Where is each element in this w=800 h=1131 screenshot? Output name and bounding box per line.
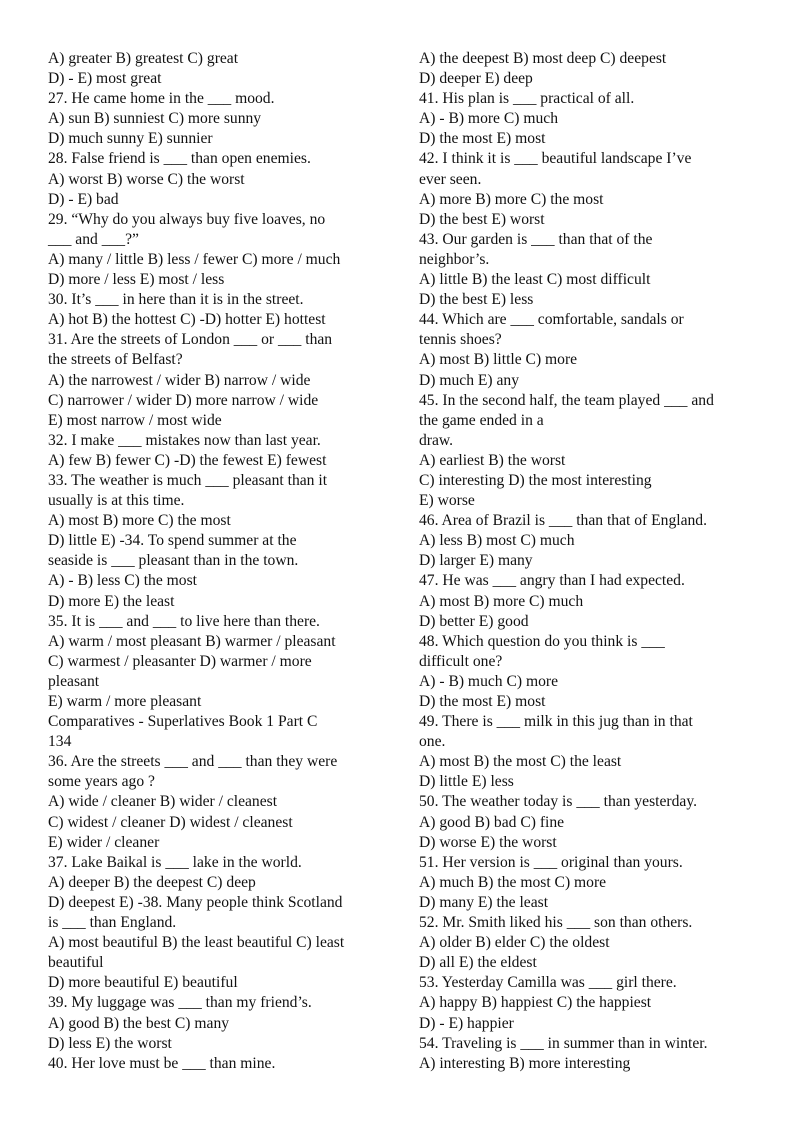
text-line: 36. Are the streets ___ and ___ than they were (48, 753, 338, 771)
text-line: 43. Our garden is ___ than that of the (419, 230, 653, 248)
text-line: A) most B) more C) the most (48, 512, 231, 530)
text-line: some years ago ? (48, 773, 155, 791)
text-line: D) the best E) less (419, 291, 534, 309)
text-line: the streets of Belfast? (48, 351, 183, 369)
text-line: 40. Her love must be ___ than mine. (48, 1054, 276, 1072)
text-line: 37. Lake Baikal is ___ lake in the world. (48, 853, 302, 871)
text-line: 54. Traveling is ___ in summer than in winter. (419, 1034, 708, 1052)
text-line: beautiful (48, 954, 104, 972)
text-line: D) the most E) most (419, 130, 546, 148)
text-line: 30. It’s ___ in here than it is in the street. (48, 291, 304, 309)
text-line: D) worse E) the worst (419, 833, 557, 851)
text-line: A) many / little B) less / fewer C) more / much (48, 250, 341, 268)
text-line: D) little E) less (419, 773, 514, 791)
text-line: A) interesting B) more interesting (419, 1054, 631, 1072)
text-line: D) deeper E) deep (419, 70, 533, 88)
text-line: C) widest / cleaner D) widest / cleanest (48, 813, 293, 831)
text-line: A) little B) the least C) most difficult (419, 271, 651, 289)
text-line: A) more B) more C) the most (419, 190, 604, 208)
text-line: difficult one? (419, 652, 503, 670)
text-line: D) larger E) many (419, 552, 533, 570)
text-line: A) wide / cleaner B) wider / cleanest (48, 793, 278, 811)
text-line: D) little E) -34. To spend summer at the (48, 532, 297, 550)
text-line: A) worst B) worse C) the worst (48, 170, 245, 188)
text-line: 45. In the second half, the team played ___ and (419, 391, 714, 409)
text-line: D) more E) the least (48, 592, 175, 610)
text-line: A) the deepest B) most deep C) deepest (419, 50, 667, 67)
text-line: 32. I make ___ mistakes now than last year. (48, 431, 321, 449)
text-line: A) older B) elder C) the oldest (419, 934, 610, 952)
text-line: A) - B) less C) the most (48, 572, 197, 590)
text-line: tennis shoes? (419, 331, 502, 349)
text-line: D) less E) the worst (48, 1034, 172, 1052)
text-line: 28. False friend is ___ than open enemies. (48, 150, 311, 168)
text-line: 46. Area of Brazil is ___ than that of England. (419, 512, 707, 530)
text-line: A) much B) the most C) more (419, 873, 607, 891)
text-line: 47. He was ___ angry than I had expected. (419, 572, 685, 590)
text-line: A) sun B) sunniest C) more sunny (48, 110, 262, 128)
text-line: is ___ than England. (48, 914, 177, 932)
text-line: A) good B) bad C) fine (419, 813, 565, 831)
text-line: 29. “Why do you always buy five loaves, no (48, 210, 326, 228)
text-line: pleasant (48, 672, 100, 690)
text-line: neighbor’s. (419, 250, 490, 268)
text-line: ___ and ___?” (48, 230, 139, 248)
text-line: E) wider / cleaner (48, 833, 160, 851)
text-line: 33. The weather is much ___ pleasant than it (48, 471, 328, 489)
text-line: D) - E) most great (48, 70, 162, 88)
text-line: 42. I think it is ___ beautiful landscape I’ve (419, 150, 692, 168)
text-line: A) hot B) the hottest C) -D) hotter E) hottest (48, 311, 326, 329)
text-line: D) the most E) most (419, 693, 546, 710)
text-line: 48. Which question do you think is ___ (419, 632, 665, 650)
text-line: D) the best E) worst (419, 210, 545, 228)
text-line: A) the narrowest / wider B) narrow / wide (48, 371, 311, 389)
text-line: A) warm / most pleasant B) warmer / pleasant (48, 632, 336, 650)
text-line: E) most narrow / most wide (48, 411, 222, 429)
text-line: 44. Which are ___ comfortable, sandals or (419, 311, 684, 329)
text-line: A) earliest B) the worst (419, 451, 566, 469)
text-line: 31. Are the streets of London ___ or ___ than (48, 331, 333, 349)
text-line: A) less B) most C) much (419, 532, 575, 550)
text-line: A) - B) much C) more (419, 672, 559, 690)
text-line: one. (419, 733, 446, 751)
text-line: D) much sunny E) sunnier (48, 130, 213, 148)
text-line: A) few B) fewer C) -D) the fewest E) fewest (48, 451, 327, 469)
text-line: D) much E) any (419, 371, 520, 389)
text-line: D) many E) the least (419, 893, 549, 911)
text-line: A) deeper B) the deepest C) deep (48, 873, 256, 891)
text-line: 50. The weather today is ___ than yesterday. (419, 793, 698, 811)
text-line: A) most B) the most C) the least (419, 753, 622, 771)
text-line: the game ended in a (419, 411, 544, 429)
text-line: draw. (419, 431, 454, 449)
text-line: D) better E) good (419, 612, 529, 630)
text-line: C) narrower / wider D) more narrow / wide (48, 391, 319, 409)
right-column (419, 49, 764, 1074)
left-column (48, 49, 398, 1074)
text-line: A) most beautiful B) the least beautiful C) least (48, 934, 345, 952)
text-line: 39. My luggage was ___ than my friend’s. (48, 994, 312, 1012)
text-line: ever seen. (419, 170, 482, 188)
text-line: A) good B) the best C) many (48, 1014, 230, 1032)
text-line: E) warm / more pleasant (48, 693, 202, 710)
text-line: seaside is ___ pleasant than in the town. (48, 552, 299, 570)
text-line: C) interesting D) the most interesting (419, 471, 652, 489)
text-line: E) worse (419, 492, 475, 510)
text-line: A) happy B) happiest C) the happiest (419, 994, 652, 1012)
text-line: D) more beautiful E) beautiful (48, 974, 238, 992)
text-line: 53. Yesterday Camilla was ___ girl there. (419, 974, 677, 992)
text-line: A) - B) more C) much (419, 110, 559, 128)
text-line: C) warmest / pleasanter D) warmer / more (48, 652, 312, 670)
text-line: 27. He came home in the ___ mood. (48, 90, 275, 108)
text-line: 51. Her version is ___ original than yours. (419, 853, 683, 871)
text-line: Comparatives - Superlatives Book 1 Part C (48, 713, 318, 731)
text-line: 35. It is ___ and ___ to live here than there. (48, 612, 320, 630)
text-line: A) greater B) greatest C) great (48, 50, 239, 67)
text-line: usually is at this time. (48, 492, 185, 510)
text-line: D) - E) happier (419, 1014, 514, 1032)
text-line: D) more / less E) most / less (48, 271, 225, 289)
text-line: 49. There is ___ milk in this jug than in that (419, 713, 693, 731)
text-line: 52. Mr. Smith liked his ___ son than others. (419, 914, 693, 932)
text-line: D) deepest E) -38. Many people think Scotland (48, 893, 343, 911)
text-line: 41. His plan is ___ practical of all. (419, 90, 635, 108)
text-line: D) - E) bad (48, 190, 119, 208)
text-line: D) all E) the eldest (419, 954, 537, 972)
text-line: 134 (48, 733, 72, 751)
text-line: A) most B) more C) much (419, 592, 584, 610)
text-line: A) most B) little C) more (419, 351, 578, 369)
